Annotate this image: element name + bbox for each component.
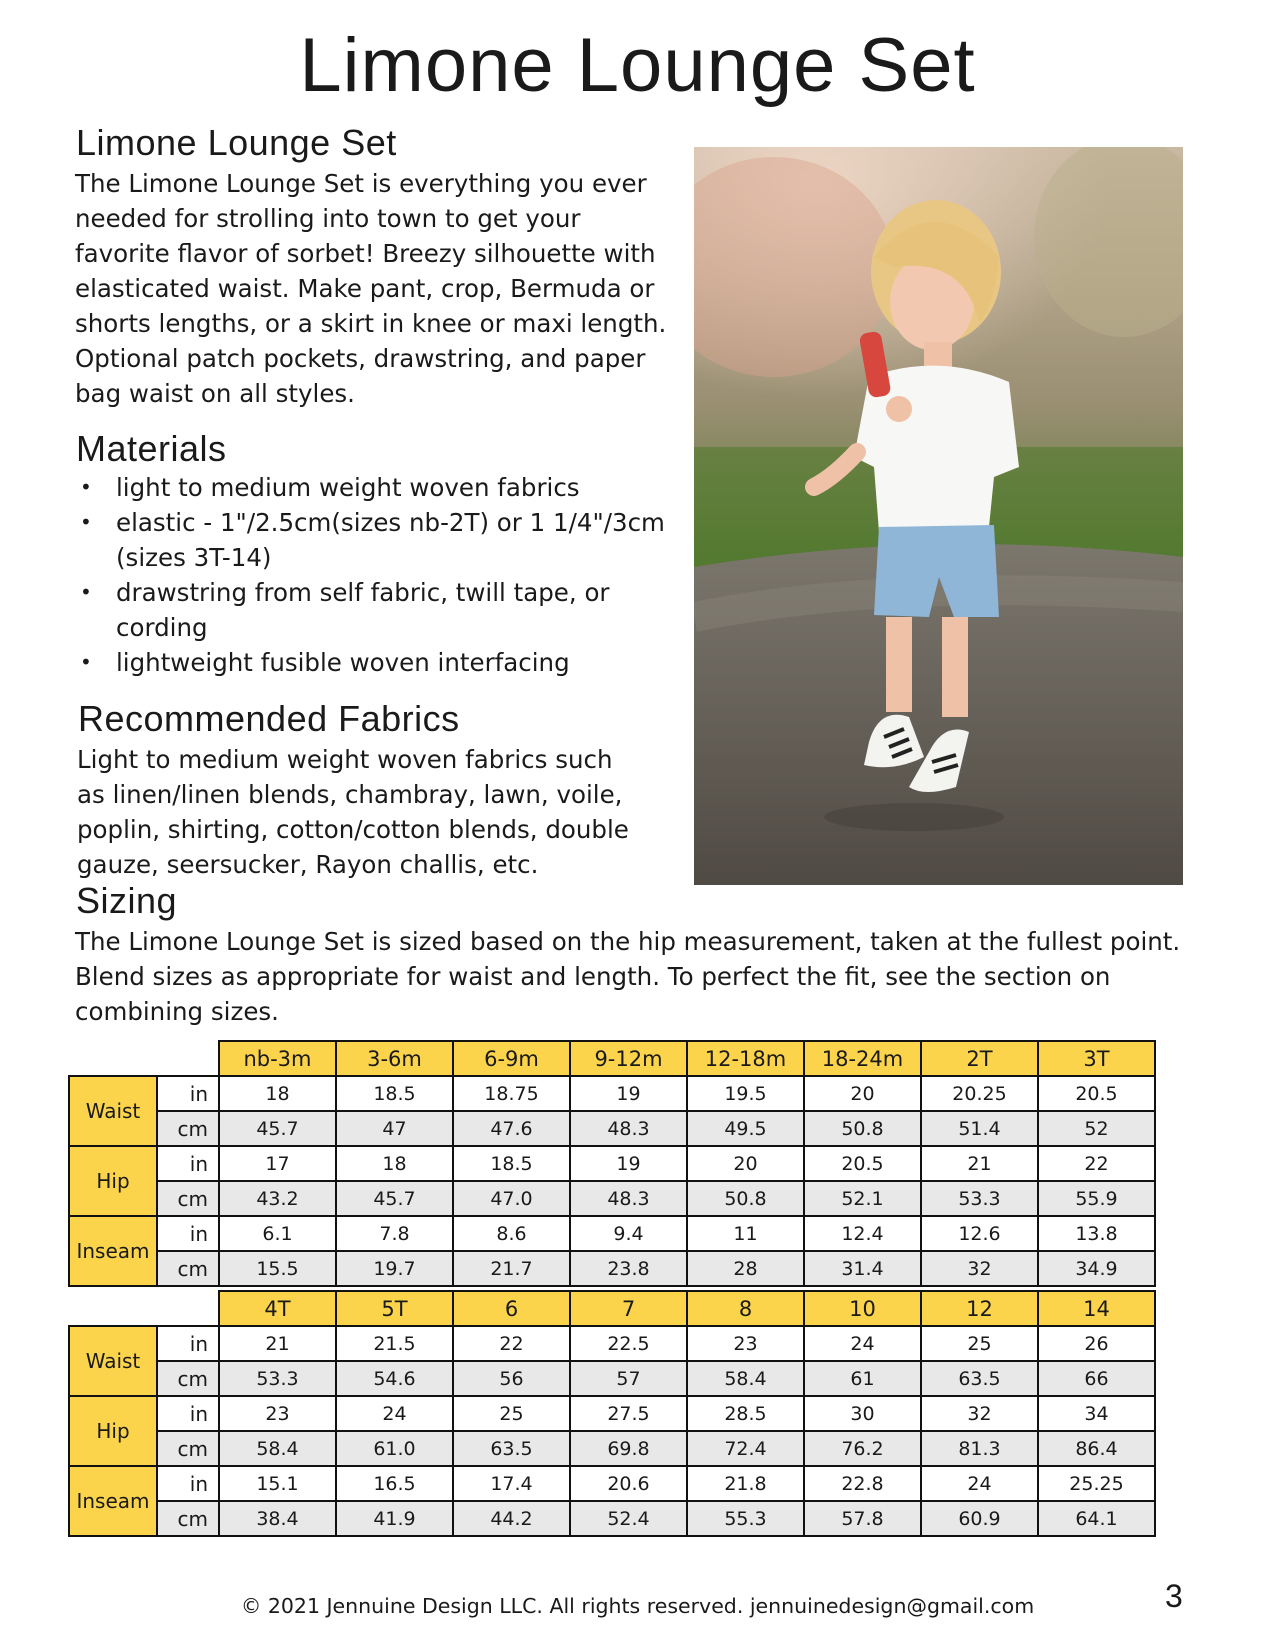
page-title: Limone Lounge Set: [299, 23, 976, 108]
value-cell: 81.3: [921, 1431, 1038, 1466]
size-header-cell: 9-12m: [570, 1041, 687, 1076]
value-cell: 20.5: [804, 1146, 921, 1181]
value-cell: 24: [804, 1326, 921, 1361]
value-cell: 11: [687, 1216, 804, 1251]
value-cell: 55.3: [687, 1501, 804, 1536]
materials-item-line: (sizes 3T-14): [116, 543, 272, 572]
value-cell: 12.4: [804, 1216, 921, 1251]
value-cell: 64.1: [1038, 1501, 1155, 1536]
intro-heading: Limone Lounge Set: [76, 122, 397, 163]
fabrics-paragraph: [77, 742, 677, 882]
measurement-row: [69, 1466, 1155, 1501]
text-line: Blend sizes as appropriate for waist and length. To perfect the fit, see the section on: [75, 962, 1111, 991]
text-line: poplin, shirting, cotton/cotton blends, double: [77, 815, 629, 844]
value-cell: 20: [687, 1146, 804, 1181]
value-cell: 52.4: [570, 1501, 687, 1536]
text-line: bag waist on all styles.: [75, 379, 355, 408]
materials-list: [76, 470, 676, 680]
measurement-row: [69, 1431, 1155, 1466]
size-header-cell: nb-3m: [219, 1041, 336, 1076]
size-header-cell: 14: [1038, 1291, 1155, 1326]
value-cell: 23.8: [570, 1251, 687, 1286]
measurement-label: Hip: [69, 1146, 157, 1216]
value-cell: 26: [1038, 1326, 1155, 1361]
value-cell: 17.4: [453, 1466, 570, 1501]
unit-cell: in: [157, 1076, 219, 1111]
value-cell: 49.5: [687, 1111, 804, 1146]
value-cell: 32: [921, 1251, 1038, 1286]
value-cell: 66: [1038, 1361, 1155, 1396]
value-cell: 18.5: [453, 1146, 570, 1181]
unit-cell: cm: [157, 1251, 219, 1286]
value-cell: 63.5: [453, 1431, 570, 1466]
value-cell: 45.7: [336, 1181, 453, 1216]
corner-blank: [69, 1041, 219, 1076]
unit-cell: cm: [157, 1181, 219, 1216]
value-cell: 51.4: [921, 1111, 1038, 1146]
unit-cell: cm: [157, 1361, 219, 1396]
value-cell: 45.7: [219, 1111, 336, 1146]
value-cell: 56: [453, 1361, 570, 1396]
measurement-row: [69, 1076, 1155, 1111]
text-line: shorts lengths, or a skirt in knee or maxi length.: [75, 309, 667, 338]
value-cell: 24: [336, 1396, 453, 1431]
value-cell: 20.5: [1038, 1076, 1155, 1111]
value-cell: 19.5: [687, 1076, 804, 1111]
product-photo: [694, 147, 1183, 885]
page-number: 3: [1165, 1578, 1183, 1614]
size-header-cell: 12-18m: [687, 1041, 804, 1076]
materials-item: [76, 575, 676, 645]
measurement-label: Waist: [69, 1076, 157, 1146]
size-header-cell: 5T: [336, 1291, 453, 1326]
text-line: elasticated waist. Make pant, crop, Bermuda or: [75, 274, 655, 303]
measurement-row: [69, 1146, 1155, 1181]
size-header-row: [69, 1291, 1155, 1326]
measurement-row: [69, 1251, 1155, 1286]
text-line: Optional patch pockets, drawstring, and paper: [75, 344, 646, 373]
value-cell: 69.8: [570, 1431, 687, 1466]
value-cell: 50.8: [687, 1181, 804, 1216]
value-cell: 28.5: [687, 1396, 804, 1431]
measurement-row: [69, 1396, 1155, 1431]
text-line: The Limone Lounge Set is sized based on the hip measurement, taken at the fullest point.: [75, 927, 1181, 956]
size-header-cell: 2T: [921, 1041, 1038, 1076]
measurement-label: Inseam: [69, 1216, 157, 1286]
value-cell: 15.1: [219, 1466, 336, 1501]
value-cell: 48.3: [570, 1111, 687, 1146]
size-header-cell: 8: [687, 1291, 804, 1326]
size-header-cell: 7: [570, 1291, 687, 1326]
value-cell: 18: [336, 1146, 453, 1181]
materials-item: [76, 470, 676, 505]
value-cell: 6.1: [219, 1216, 336, 1251]
materials-item-line: cording: [116, 613, 208, 642]
value-cell: 12.6: [921, 1216, 1038, 1251]
value-cell: 55.9: [1038, 1181, 1155, 1216]
intro-paragraph: [75, 166, 695, 411]
value-cell: 7.8: [336, 1216, 453, 1251]
value-cell: 24: [921, 1466, 1038, 1501]
measurement-row: [69, 1181, 1155, 1216]
sizing-paragraph: [75, 924, 1225, 1029]
value-cell: 57.8: [804, 1501, 921, 1536]
size-header-cell: 6-9m: [453, 1041, 570, 1076]
unit-cell: in: [157, 1396, 219, 1431]
value-cell: 61.0: [336, 1431, 453, 1466]
value-cell: 18.75: [453, 1076, 570, 1111]
value-cell: 47.6: [453, 1111, 570, 1146]
unit-cell: in: [157, 1216, 219, 1251]
corner-blank: [69, 1291, 219, 1326]
fabrics-heading: Recommended Fabrics: [78, 698, 460, 739]
value-cell: 27.5: [570, 1396, 687, 1431]
materials-item: [76, 505, 676, 575]
value-cell: 18: [219, 1076, 336, 1111]
value-cell: 86.4: [1038, 1431, 1155, 1466]
size-header-cell: 6: [453, 1291, 570, 1326]
value-cell: 21.7: [453, 1251, 570, 1286]
value-cell: 44.2: [453, 1501, 570, 1536]
value-cell: 38.4: [219, 1501, 336, 1536]
measurement-label: Waist: [69, 1326, 157, 1396]
value-cell: 47: [336, 1111, 453, 1146]
value-cell: 52.1: [804, 1181, 921, 1216]
value-cell: 54.6: [336, 1361, 453, 1396]
value-cell: 21: [921, 1146, 1038, 1181]
materials-item-line: • drawstring from self fabric, twill tape, or: [116, 578, 610, 607]
value-cell: 48.3: [570, 1181, 687, 1216]
unit-cell: cm: [157, 1501, 219, 1536]
value-cell: 58.4: [219, 1431, 336, 1466]
text-line: as linen/linen blends, chambray, lawn, voile,: [77, 780, 623, 809]
value-cell: 22.5: [570, 1326, 687, 1361]
value-cell: 15.5: [219, 1251, 336, 1286]
value-cell: 19: [570, 1076, 687, 1111]
value-cell: 17: [219, 1146, 336, 1181]
size-header-cell: 12: [921, 1291, 1038, 1326]
value-cell: 30: [804, 1396, 921, 1431]
measurement-row: [69, 1501, 1155, 1536]
measurement-row: [69, 1361, 1155, 1396]
value-cell: 41.9: [336, 1501, 453, 1536]
value-cell: 25.25: [1038, 1466, 1155, 1501]
value-cell: 20.6: [570, 1466, 687, 1501]
value-cell: 23: [219, 1396, 336, 1431]
value-cell: 23: [687, 1326, 804, 1361]
value-cell: 32: [921, 1396, 1038, 1431]
value-cell: 76.2: [804, 1431, 921, 1466]
measurement-label: Hip: [69, 1396, 157, 1466]
value-cell: 58.4: [687, 1361, 804, 1396]
value-cell: 25: [453, 1396, 570, 1431]
measurement-row: [69, 1216, 1155, 1251]
size-chart-table-1: [68, 1040, 1156, 1287]
value-cell: 52: [1038, 1111, 1155, 1146]
text-line: combining sizes.: [75, 997, 279, 1026]
value-cell: 53.3: [219, 1361, 336, 1396]
value-cell: 16.5: [336, 1466, 453, 1501]
unit-cell: cm: [157, 1111, 219, 1146]
size-header-row: [69, 1041, 1155, 1076]
value-cell: 19: [570, 1146, 687, 1181]
value-cell: 28: [687, 1251, 804, 1286]
value-cell: 21.5: [336, 1326, 453, 1361]
value-cell: 8.6: [453, 1216, 570, 1251]
value-cell: 25: [921, 1326, 1038, 1361]
value-cell: 34.9: [1038, 1251, 1155, 1286]
value-cell: 43.2: [219, 1181, 336, 1216]
value-cell: 22: [453, 1326, 570, 1361]
value-cell: 60.9: [921, 1501, 1038, 1536]
text-line: gauze, seersucker, Rayon challis, etc.: [77, 850, 539, 879]
unit-cell: cm: [157, 1431, 219, 1466]
value-cell: 21: [219, 1326, 336, 1361]
unit-cell: in: [157, 1146, 219, 1181]
unit-cell: in: [157, 1466, 219, 1501]
measurement-row: [69, 1326, 1155, 1361]
value-cell: 47.0: [453, 1181, 570, 1216]
value-cell: 31.4: [804, 1251, 921, 1286]
text-line: favorite flavor of sorbet! Breezy silhouette with: [75, 239, 656, 268]
unit-cell: in: [157, 1326, 219, 1361]
materials-item-line: • elastic - 1"/2.5cm(sizes nb-2T) or 1 1/4"/3cm: [116, 508, 665, 537]
size-header-cell: 4T: [219, 1291, 336, 1326]
measurement-label: Inseam: [69, 1466, 157, 1536]
value-cell: 61: [804, 1361, 921, 1396]
size-header-cell: 3-6m: [336, 1041, 453, 1076]
materials-heading: Materials: [76, 428, 227, 469]
materials-item: [76, 645, 676, 680]
size-header-cell: 18-24m: [804, 1041, 921, 1076]
value-cell: 53.3: [921, 1181, 1038, 1216]
size-header-cell: 10: [804, 1291, 921, 1326]
value-cell: 19.7: [336, 1251, 453, 1286]
value-cell: 34: [1038, 1396, 1155, 1431]
value-cell: 63.5: [921, 1361, 1038, 1396]
value-cell: 22.8: [804, 1466, 921, 1501]
materials-item-line: • light to medium weight woven fabrics: [116, 473, 580, 502]
text-line: Light to medium weight woven fabrics such: [77, 745, 613, 774]
value-cell: 20: [804, 1076, 921, 1111]
size-chart-table-2: [68, 1290, 1156, 1537]
measurement-row: [69, 1111, 1155, 1146]
value-cell: 18.5: [336, 1076, 453, 1111]
value-cell: 57: [570, 1361, 687, 1396]
value-cell: 13.8: [1038, 1216, 1155, 1251]
value-cell: 72.4: [687, 1431, 804, 1466]
value-cell: 21.8: [687, 1466, 804, 1501]
text-line: needed for strolling into town to get your: [75, 204, 581, 233]
value-cell: 20.25: [921, 1076, 1038, 1111]
value-cell: 9.4: [570, 1216, 687, 1251]
sizing-heading: Sizing: [76, 880, 178, 921]
materials-item-line: • lightweight fusible woven interfacing: [116, 648, 570, 677]
value-cell: 22: [1038, 1146, 1155, 1181]
size-header-cell: 3T: [1038, 1041, 1155, 1076]
text-line: The Limone Lounge Set is everything you ever: [75, 169, 647, 198]
value-cell: 50.8: [804, 1111, 921, 1146]
copyright-footer: © 2021 Jennuine Design LLC. All rights reserved. jennuinedesign@gmail.com: [240, 1594, 1035, 1618]
